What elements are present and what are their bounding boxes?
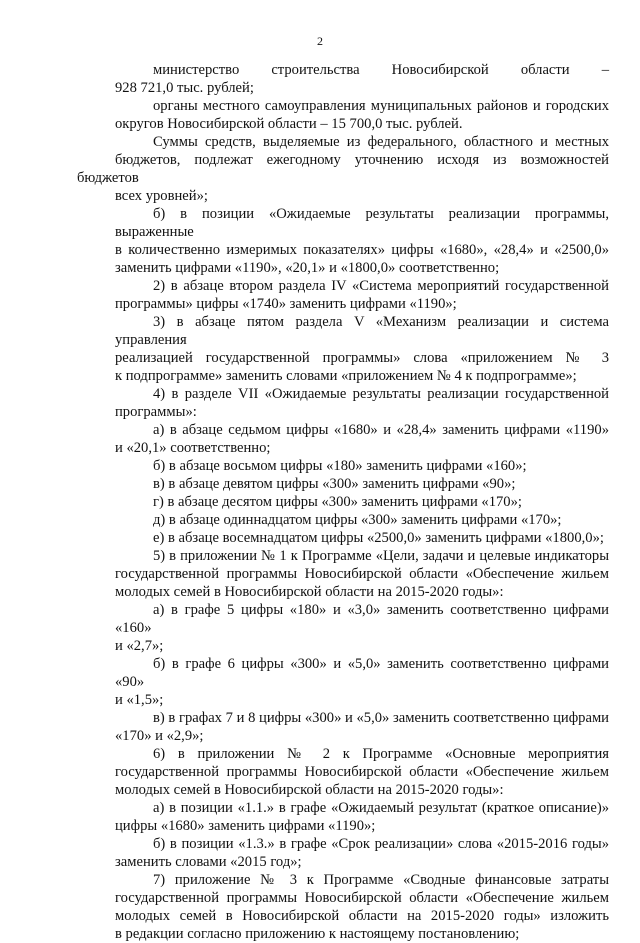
paragraph [77, 61, 609, 97]
paragraph-line: а) в абзаце седьмом цифры «1680» и «28,4» заменить цифрами «1190» [153, 422, 609, 438]
paragraph [77, 745, 609, 799]
paragraph [77, 475, 609, 493]
paragraph-line: и «1,5»; [115, 692, 164, 708]
paragraph-line: государственной программы Новосибирской области «Обеспечение жильем [115, 890, 609, 906]
paragraph-line: к подпрограмме» заменить словами «приложением № 4 к подпрограмме»; [115, 368, 577, 384]
paragraph-line: г) в абзаце десятом цифры «300» заменить цифрами «170»; [153, 494, 522, 510]
paragraph-line: 2) в абзаце втором раздела IV «Система мероприятий государственной [153, 278, 609, 294]
paragraph-line: б) в графе 6 цифры «300» и «5,0» заменить соответственно цифрами «90» [115, 656, 609, 690]
paragraph-line: а) в графе 5 цифры «180» и «3,0» заменить соответственно цифрами «160» [115, 602, 609, 636]
paragraph-line: б) в абзаце восьмом цифры «180» заменить цифрами «160»; [153, 458, 527, 474]
paragraph [77, 529, 609, 547]
paragraph-line: б) в позиции «Ожидаемые результаты реализации программы, выраженные [115, 206, 609, 240]
paragraph-line: 928 721,0 тыс. рублей; [115, 80, 254, 96]
paragraph-line: 4) в разделе VII «Ожидаемые результаты реализации государственной [153, 386, 609, 402]
paragraph [77, 601, 609, 655]
paragraph-line: 5) в приложении № 1 к Программе «Цели, задачи и целевые индикаторы [153, 548, 609, 564]
paragraph [77, 547, 609, 601]
paragraph-line: государственной программы Новосибирской области «Обеспечение жильем [115, 764, 609, 780]
paragraph-line: в) в графах 7 и 8 цифры «300» и «5,0» заменить соответственно цифрами [153, 710, 609, 726]
paragraph-line: 7) приложение № 3 к Программе «Сводные финансовые затраты [153, 872, 609, 888]
paragraph-line: 6) в приложении № 2 к Программе «Основные мероприятия [153, 746, 609, 762]
paragraph-line: заменить цифрами «1190», «20,1» и «1800,0» соответственно; [115, 260, 500, 276]
paragraph [77, 205, 609, 277]
paragraph-line: цифры «1680» заменить цифрами «1190»; [115, 818, 376, 834]
paragraph-line: округов Новосибирской области – 15 700,0 тыс. рублей. [115, 116, 463, 132]
paragraph [77, 421, 609, 457]
page-number: 2 [317, 34, 323, 48]
paragraph-line: д) в абзаце одиннадцатом цифры «300» заменить цифрами «170»; [153, 512, 562, 528]
paragraph [77, 457, 609, 475]
paragraph-line: е) в абзаце восемнадцатом цифры «2500,0» заменить цифрами «1800,0»; [153, 530, 604, 546]
paragraph-line: молодых семей в Новосибирской области на 2015-2020 годы» изложить [115, 908, 609, 924]
paragraph-line: в) в абзаце девятом цифры «300» заменить цифрами «90»; [153, 476, 516, 492]
paragraph-line: в количественно измеримых показателях» цифры «1680», «28,4» и «2500,0» [115, 242, 609, 258]
paragraph [77, 493, 609, 511]
paragraph [77, 655, 609, 709]
paragraph [77, 799, 609, 835]
paragraph-line: программы» цифры «1740» заменить цифрами «1190»; [115, 296, 457, 312]
paragraph-line: заменить словами «2015 год»; [115, 854, 302, 870]
paragraph [77, 277, 609, 313]
paragraph-line: Суммы средств, выделяемые из федерального, областного и местных [153, 134, 609, 150]
paragraph-line: молодых семей в Новосибирской области на 2015-2020 годы»: [115, 782, 504, 798]
paragraph-line: в редакции согласно приложению к настоящему постановлению; [115, 926, 520, 942]
paragraph [77, 511, 609, 529]
paragraph [77, 385, 609, 421]
paragraph-line: реализацией государственной программы» слова «приложением № 3 [115, 350, 609, 366]
paragraph-line: молодых семей в Новосибирской области на 2015-2020 годы»: [115, 584, 504, 600]
paragraph-line: 3) в абзаце пятом раздела V «Механизм реализации и система управления [115, 314, 609, 348]
paragraph [77, 835, 609, 871]
paragraph [77, 97, 609, 133]
paragraph-line: программы»: [115, 404, 197, 420]
paragraph-line: «170» и «2,9»; [115, 728, 204, 744]
paragraph-line: бюджетов, подлежат ежегодному уточнению исходя из возможностей бюджетов [77, 152, 609, 186]
paragraph-line: органы местного самоуправления муниципальных районов и городских [153, 98, 609, 114]
paragraph-line: б) в позиции «1.3.» в графе «Срок реализации» слова «2015-2016 годы» [153, 836, 609, 852]
document-body [77, 61, 609, 943]
paragraph-line: а) в позиции «1.1.» в графе «Ожидаемый результат (краткое описание)» [153, 800, 609, 816]
paragraph-line: государственной программы Новосибирской области «Обеспечение жильем [115, 566, 609, 582]
paragraph-line: и «2,7»; [115, 638, 164, 654]
paragraph [77, 313, 609, 385]
paragraph-line: министерство строительства Новосибирской области – [153, 62, 609, 78]
paragraph [77, 709, 609, 745]
paragraph-line: всех уровней»; [115, 188, 208, 204]
paragraph-line: и «20,1» соответственно; [115, 440, 271, 456]
paragraph [77, 133, 609, 205]
paragraph [77, 871, 609, 943]
